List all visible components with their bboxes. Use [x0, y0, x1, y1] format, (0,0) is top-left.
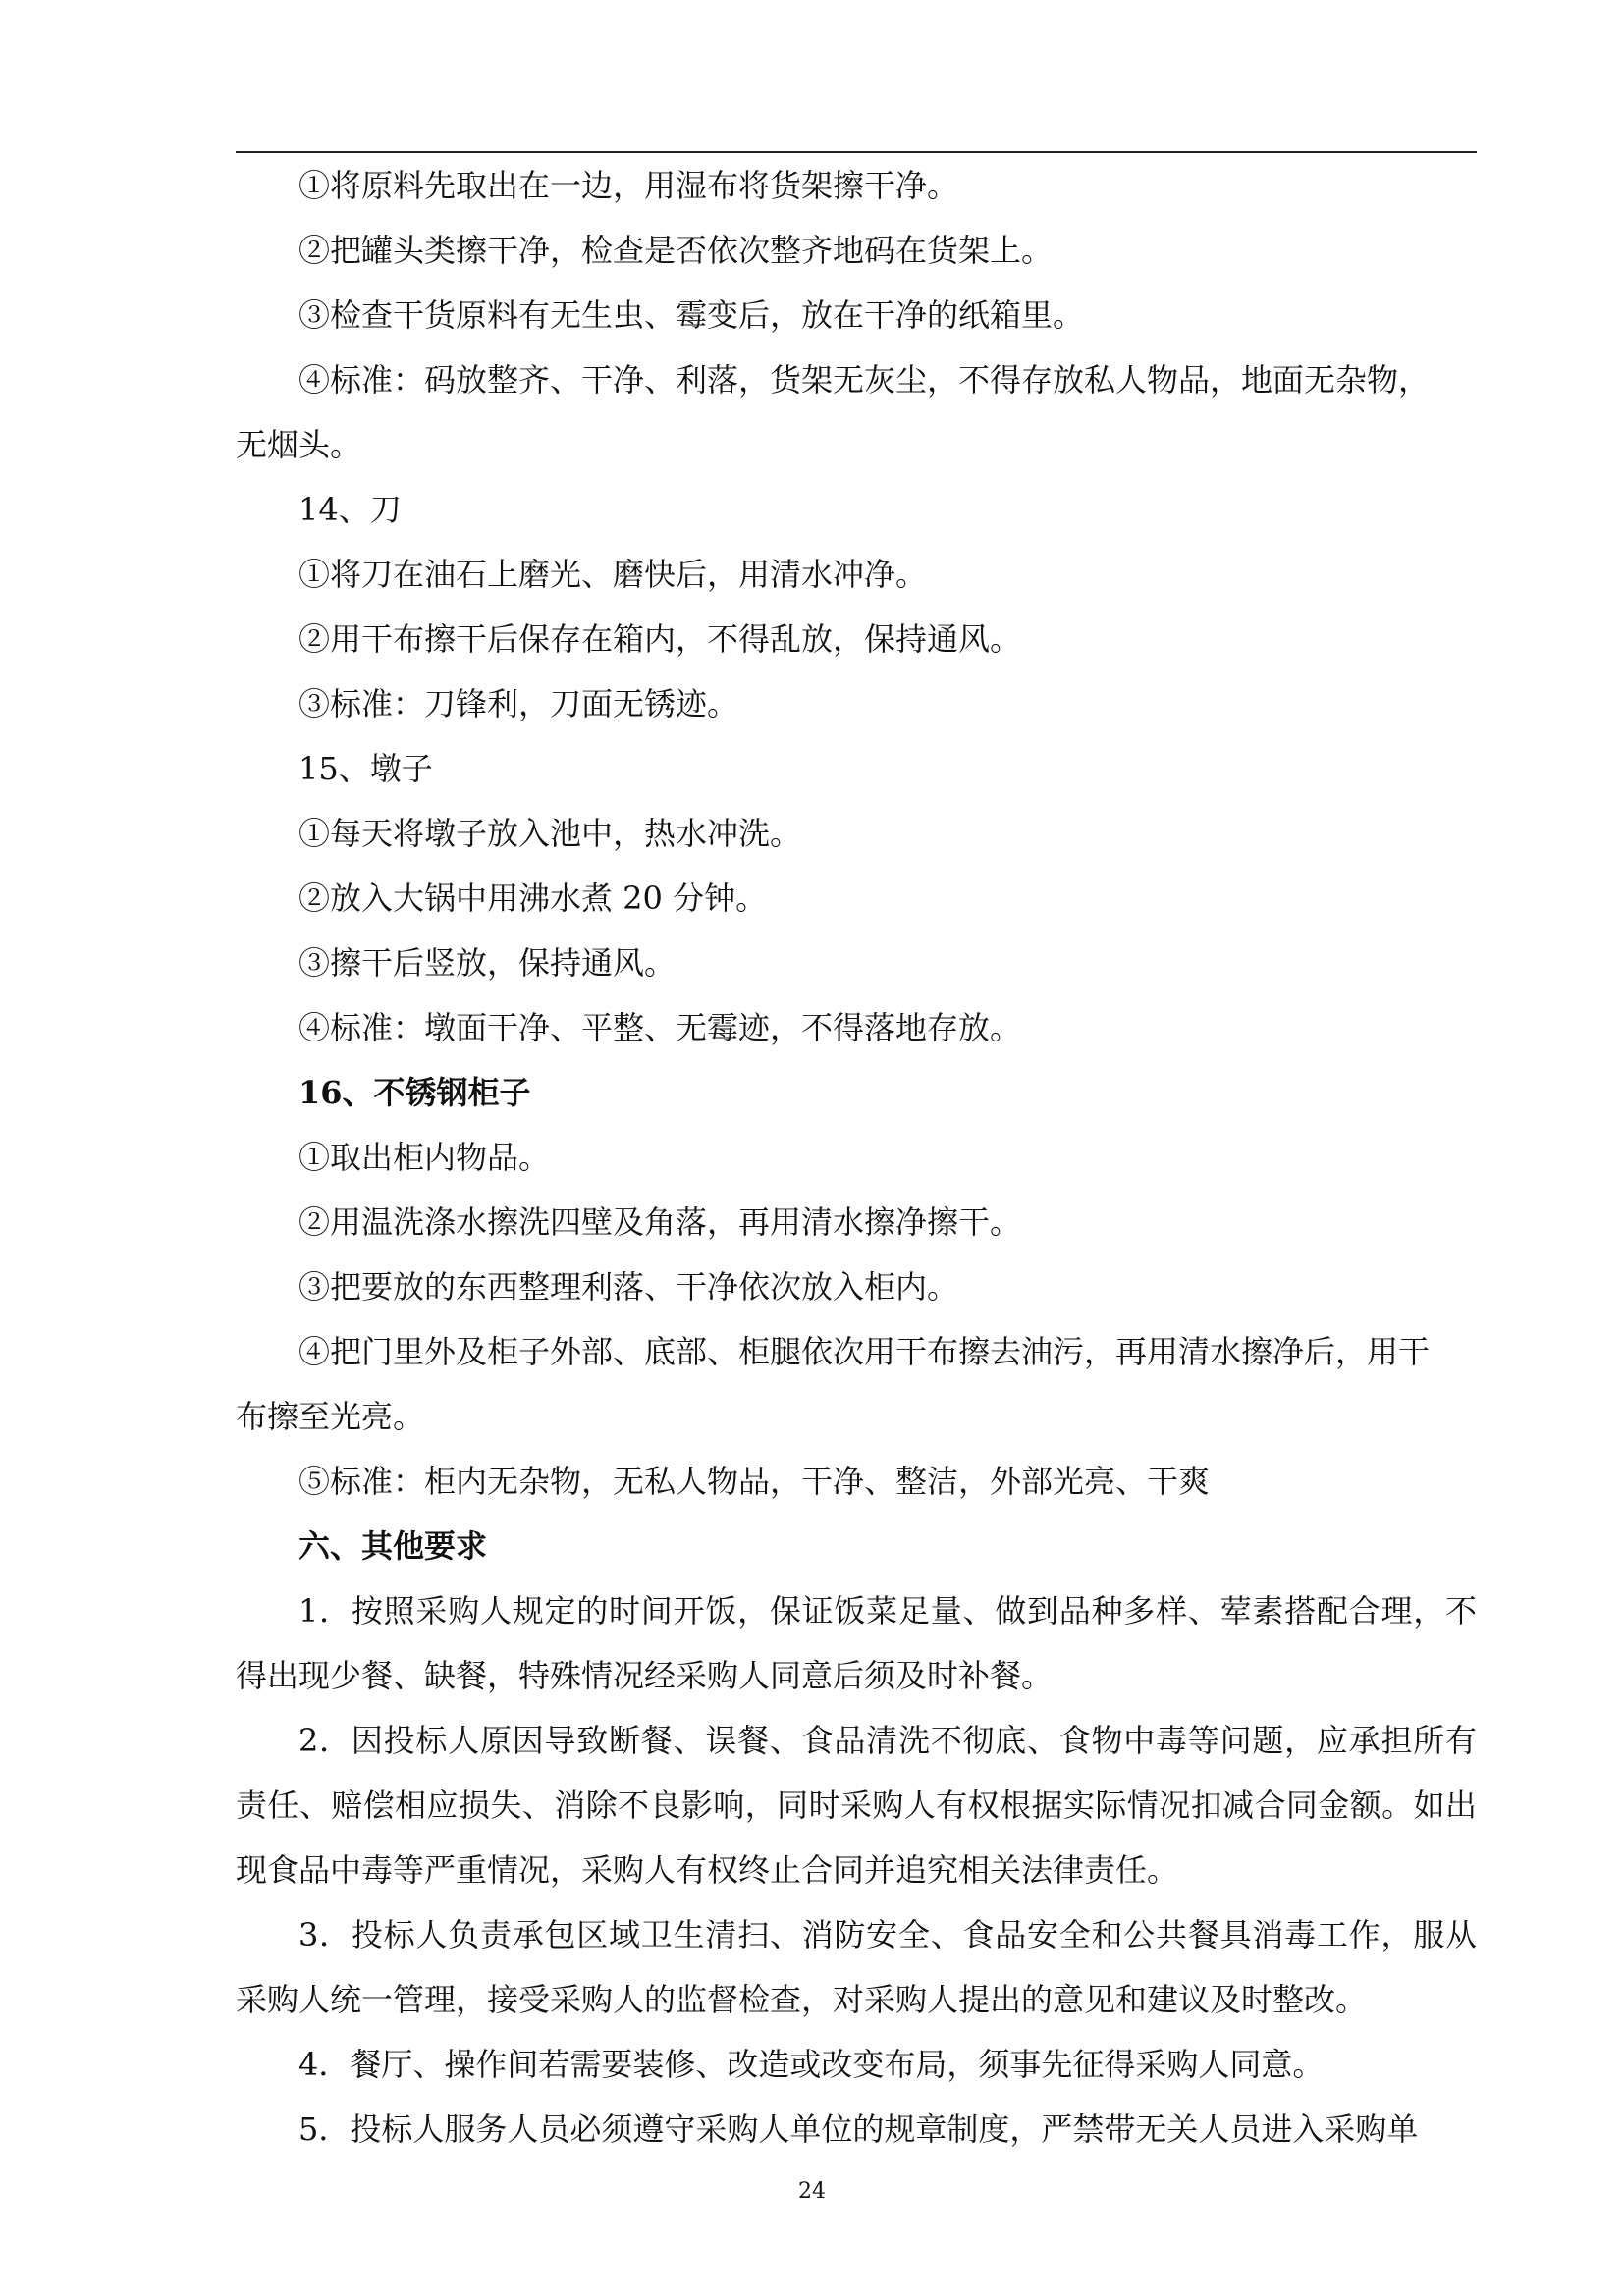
- item-heading: 15、墩子: [298, 750, 433, 787]
- page-number: 24: [798, 2179, 826, 2204]
- step-line: ④把门里外及柜子外部、底部、柜腿依次用干布擦去油污，再用清水擦净后，用干: [298, 1333, 1431, 1370]
- step-line: ②用干布擦干后保存在箱内，不得乱放，保持通风。: [298, 620, 1022, 658]
- step-line: ①将刀在油石上磨光、磨快后，用清水冲净。: [298, 556, 928, 593]
- requirement-paragraph: 2．因投标人原因导致断餐、误餐、食品清洗不彻底、食物中毒等问题，应承担所有责任、赔偿相应损失、消除不良影响，同时采购人有权根据实际情况扣减合同金额。如出现食品中毒等严重情况，采购人有权终止合同并追究相关法律责任。: [236, 1722, 1477, 1889]
- standard-line-continued: 无烟头。: [236, 426, 362, 463]
- step-line: ③把要放的东西整理利落、干净依次放入柜内。: [298, 1268, 959, 1306]
- standard-line: ④标准：墩面干净、平整、无霉迹，不得落地存放。: [298, 1009, 1022, 1046]
- step-line: ①将原料先取出在一边，用湿布将货架擦干净。: [298, 167, 959, 204]
- requirement-paragraph: 3．投标人负责承包区域卫生清扫、消防安全、食品安全和公共餐具消毒工作，服从采购人统一管理，接受采购人的监督检查，对采购人提出的意见和建议及时整改。: [236, 1916, 1477, 2018]
- step-line: ③检查干货原料有无生虫、霉变后，放在干净的纸箱里。: [298, 296, 1085, 334]
- requirement-paragraph: 5．投标人服务人员必须遵守采购人单位的规章制度，严禁带无关人员进入采购单: [298, 2110, 1419, 2148]
- page-body: [236, 153, 1477, 2162]
- standard-line: ④标准：码放整齐、干净、利落，货架无灰尘，不得存放私人物品，地面无杂物，: [298, 361, 1431, 399]
- requirement-paragraph: 4．餐厅、操作间若需要装修、改造或改变布局，须事先征得采购人同意。: [298, 2046, 1325, 2083]
- step-line: ③擦干后竖放，保持通风。: [298, 944, 677, 982]
- step-line: ②放入大锅中用沸水煮 20 分钟。: [298, 880, 768, 917]
- item-heading: 14、刀: [298, 491, 402, 528]
- step-line: ①每天将墩子放入池中，热水冲洗。: [298, 815, 802, 852]
- step-line: ②用温洗涤水擦洗四壁及角落，再用清水擦净擦干。: [298, 1203, 1022, 1241]
- step-line-continued: 布擦至光亮。: [236, 1398, 425, 1435]
- step-line: ②把罐头类擦干净，检查是否依次整齐地码在货架上。: [298, 232, 1054, 269]
- requirement-paragraph: 1．按照采购人规定的时间开饭，保证饭菜足量、做到品种多样、荤素搭配合理，不得出现少餐、缺餐，特殊情况经采购人同意后须及时补餐。: [236, 1592, 1477, 1694]
- standard-line: ③标准：刀锋利，刀面无锈迹。: [298, 685, 739, 722]
- standard-line: ⑤标准：柜内无杂物，无私人物品，干净、整洁，外部光亮、干爽: [298, 1463, 1211, 1500]
- item-heading: 16、不锈钢柜子: [298, 1074, 531, 1111]
- step-line: ①取出柜内物品。: [298, 1139, 551, 1176]
- section-heading: 六、其他要求: [298, 1527, 488, 1565]
